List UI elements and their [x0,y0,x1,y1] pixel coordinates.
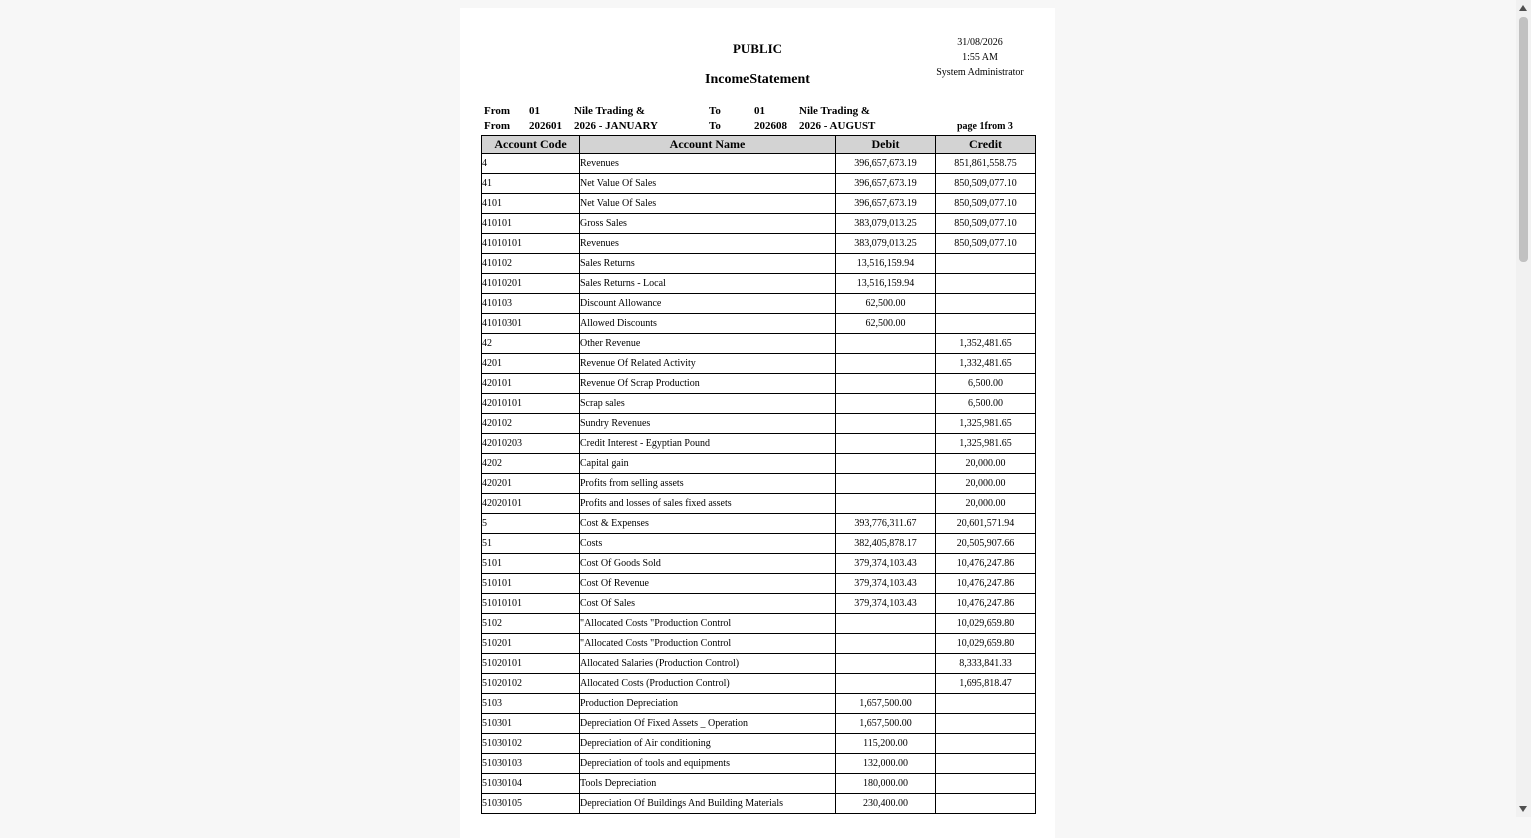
account-name-cell: Allocated Salaries (Production Control) [580,654,836,674]
account-name-cell: Cost & Expenses [580,514,836,534]
account-name-cell: Net Value Of Sales [580,174,836,194]
account-code-cell: 51030102 [482,734,580,754]
account-name-cell: Cost Of Goods Sold [580,554,836,574]
debit-cell: 1,657,500.00 [836,694,936,714]
from-period-label: From [484,120,511,132]
credit-cell: 10,476,247.86 [936,574,1036,594]
from-company-code: 01 [529,105,540,117]
credit-cell [936,254,1036,274]
debit-cell: 393,776,311.67 [836,514,936,534]
debit-cell: 115,200.00 [836,734,936,754]
table-row [482,694,1036,714]
to-label: To [709,105,721,117]
account-code-cell: 51030104 [482,774,580,794]
table-row [482,414,1036,434]
to-company-name: Nile Trading & [799,105,871,117]
table-row [482,214,1036,234]
account-code-cell: 5 [482,514,580,534]
debit-cell: 382,405,878.17 [836,534,936,554]
report-date: 31/08/2026 [957,37,1003,48]
credit-cell: 1,332,481.65 [936,354,1036,374]
account-name-cell: Production Depreciation [580,694,836,714]
credit-cell: 6,500.00 [936,374,1036,394]
credit-cell: 850,509,077.10 [936,174,1036,194]
account-name-cell: "Allocated Costs "Production Control [580,614,836,634]
debit-cell: 62,500.00 [836,294,936,314]
table-row [482,674,1036,694]
account-code-cell: 420201 [482,474,580,494]
credit-cell: 6,500.00 [936,394,1036,414]
scroll-up-arrow-icon[interactable] [1519,5,1527,11]
table-row [482,654,1036,674]
account-code-cell: 42 [482,334,580,354]
credit-cell: 20,000.00 [936,474,1036,494]
credit-cell: 851,861,558.75 [936,154,1036,174]
account-name-cell: Sundry Revenues [580,414,836,434]
account-code-cell: 410103 [482,294,580,314]
table-row [482,354,1036,374]
to-period-code: 202608 [754,120,787,132]
debit-cell [836,374,936,394]
account-code-cell: 51010101 [482,594,580,614]
from-company-name: Nile Trading & [574,105,646,117]
credit-cell [936,694,1036,714]
account-code-cell: 4201 [482,354,580,374]
debit-cell: 62,500.00 [836,314,936,334]
account-code-cell: 4101 [482,194,580,214]
table-row [482,754,1036,774]
table-row [482,794,1036,814]
credit-cell: 20,505,907.66 [936,534,1036,554]
table-row [482,474,1036,494]
income-statement-table [481,135,1036,814]
account-name-cell: Revenue Of Scrap Production [580,374,836,394]
debit-cell [836,614,936,634]
debit-cell [836,434,936,454]
credit-cell: 10,476,247.86 [936,594,1036,614]
table-row [482,494,1036,514]
table-header-row [482,136,1036,154]
debit-cell: 396,657,673.19 [836,194,936,214]
debit-cell: 379,374,103.43 [836,594,936,614]
account-name-cell: Cost Of Sales [580,594,836,614]
table-row [482,394,1036,414]
account-code-cell: 410101 [482,214,580,234]
account-code-cell: 5103 [482,694,580,714]
scroll-down-arrow-icon[interactable] [1519,806,1527,812]
account-name-cell: Depreciation of Air conditioning [580,734,836,754]
credit-cell [936,274,1036,294]
table-row [482,714,1036,734]
credit-cell [936,794,1036,814]
table-row [482,594,1036,614]
account-name-cell: Credit Interest - Egyptian Pound [580,434,836,454]
account-code-cell: 510301 [482,714,580,734]
table-row [482,514,1036,534]
account-code-cell: 420102 [482,414,580,434]
to-period-label: To [709,120,721,132]
vertical-scrollbar[interactable] [1516,0,1531,817]
from-period-code: 202601 [529,120,562,132]
table-row [482,174,1036,194]
table-row [482,434,1036,454]
account-code-cell: 4 [482,154,580,174]
debit-cell: 396,657,673.19 [836,174,936,194]
account-name-cell: Other Revenue [580,334,836,354]
credit-cell [936,314,1036,334]
debit-cell [836,674,936,694]
credit-cell [936,754,1036,774]
table-body [482,154,1036,814]
account-name-cell: Allocated Costs (Production Control) [580,674,836,694]
debit-cell: 379,374,103.43 [836,574,936,594]
table-row [482,734,1036,754]
to-company-code: 01 [754,105,765,117]
table-row [482,614,1036,634]
column-header-account-name: Account Name [580,136,836,154]
debit-cell [836,474,936,494]
account-name-cell: Costs [580,534,836,554]
account-code-cell: 41010101 [482,234,580,254]
account-code-cell: 41 [482,174,580,194]
account-code-cell: 42010101 [482,394,580,414]
account-code-cell: 5101 [482,554,580,574]
table-row [482,634,1036,654]
table-row [482,294,1036,314]
credit-cell: 1,695,818.47 [936,674,1036,694]
account-name-cell: Depreciation Of Fixed Assets _ Operation [580,714,836,734]
credit-cell: 1,352,481.65 [936,334,1036,354]
table-row [482,274,1036,294]
report-title: IncomeStatement [705,72,810,87]
account-code-cell: 510101 [482,574,580,594]
credit-cell [936,294,1036,314]
table-row [482,374,1036,394]
credit-cell: 850,509,077.10 [936,214,1036,234]
table-row [482,574,1036,594]
credit-cell: 1,325,981.65 [936,434,1036,454]
credit-cell [936,774,1036,794]
report-meta [930,35,1030,80]
report-page [460,8,1055,838]
debit-cell [836,654,936,674]
debit-cell: 13,516,159.94 [836,254,936,274]
credit-cell [936,734,1036,754]
account-code-cell: 51 [482,534,580,554]
debit-cell: 396,657,673.19 [836,154,936,174]
table-row [482,254,1036,274]
credit-cell: 20,601,571.94 [936,514,1036,534]
account-code-cell: 51030103 [482,754,580,774]
credit-cell: 850,509,077.10 [936,194,1036,214]
account-name-cell: Depreciation of tools and equipments [580,754,836,774]
debit-cell: 383,079,013.25 [836,214,936,234]
account-name-cell: Allowed Discounts [580,314,836,334]
credit-cell: 8,333,841.33 [936,654,1036,674]
debit-cell: 132,000.00 [836,754,936,774]
credit-cell: 10,029,659.80 [936,634,1036,654]
debit-cell [836,494,936,514]
account-name-cell: Revenue Of Related Activity [580,354,836,374]
account-code-cell: 41010201 [482,274,580,294]
account-code-cell: 51020102 [482,674,580,694]
account-code-cell: 4202 [482,454,580,474]
account-code-cell: 51030105 [482,794,580,814]
credit-cell: 10,029,659.80 [936,614,1036,634]
to-period-name: 2026 - AUGUST [799,120,876,132]
debit-cell: 180,000.00 [836,774,936,794]
account-name-cell: "Allocated Costs "Production Control [580,634,836,654]
credit-cell: 20,000.00 [936,454,1036,474]
account-name-cell: Sales Returns [580,254,836,274]
account-name-cell: Discount Allowance [580,294,836,314]
account-name-cell: Scrap sales [580,394,836,414]
table-row [482,154,1036,174]
credit-cell [936,714,1036,734]
from-period-name: 2026 - JANUARY [574,120,658,132]
column-header-debit: Debit [836,136,936,154]
debit-cell [836,454,936,474]
account-name-cell: Net Value Of Sales [580,194,836,214]
account-name-cell: Gross Sales [580,214,836,234]
table-row [482,234,1036,254]
debit-cell [836,634,936,654]
from-label: From [484,105,511,117]
account-name-cell: Tools Depreciation [580,774,836,794]
credit-cell: 850,509,077.10 [936,234,1036,254]
account-name-cell: Cost Of Revenue [580,574,836,594]
scrollbar-thumb[interactable] [1519,17,1528,262]
column-header-account-code: Account Code [482,136,580,154]
credit-cell: 10,476,247.86 [936,554,1036,574]
table-row [482,194,1036,214]
account-name-cell: Sales Returns - Local [580,274,836,294]
debit-cell: 1,657,500.00 [836,714,936,734]
table-row [482,534,1036,554]
debit-cell [836,354,936,374]
account-name-cell: Revenues [580,234,836,254]
table-row [482,334,1036,354]
debit-cell: 379,374,103.43 [836,554,936,574]
account-code-cell: 5102 [482,614,580,634]
account-code-cell: 510201 [482,634,580,654]
account-code-cell: 41010301 [482,314,580,334]
table-row [482,774,1036,794]
account-name-cell: Profits and losses of sales fixed assets [580,494,836,514]
account-name-cell: Depreciation Of Buildings And Building Materials [580,794,836,814]
debit-cell: 230,400.00 [836,794,936,814]
credit-cell: 1,325,981.65 [936,414,1036,434]
table-row [482,454,1036,474]
table-row [482,554,1036,574]
account-code-cell: 410102 [482,254,580,274]
report-classification: PUBLIC [732,41,783,56]
debit-cell [836,414,936,434]
page-info: page 1from 3 [957,121,1013,132]
debit-cell [836,334,936,354]
report-time: 1:55 AM [962,52,998,63]
debit-cell [836,394,936,414]
account-name-cell: Capital gain [580,454,836,474]
debit-cell: 383,079,013.25 [836,234,936,254]
account-code-cell: 42020101 [482,494,580,514]
column-header-credit: Credit [936,136,1036,154]
account-code-cell: 420101 [482,374,580,394]
account-name-cell: Profits from selling assets [580,474,836,494]
report-user: System Administrator [936,67,1024,78]
debit-cell: 13,516,159.94 [836,274,936,294]
table-row [482,314,1036,334]
account-code-cell: 51020101 [482,654,580,674]
account-code-cell: 42010203 [482,434,580,454]
account-name-cell: Revenues [580,154,836,174]
credit-cell: 20,000.00 [936,494,1036,514]
